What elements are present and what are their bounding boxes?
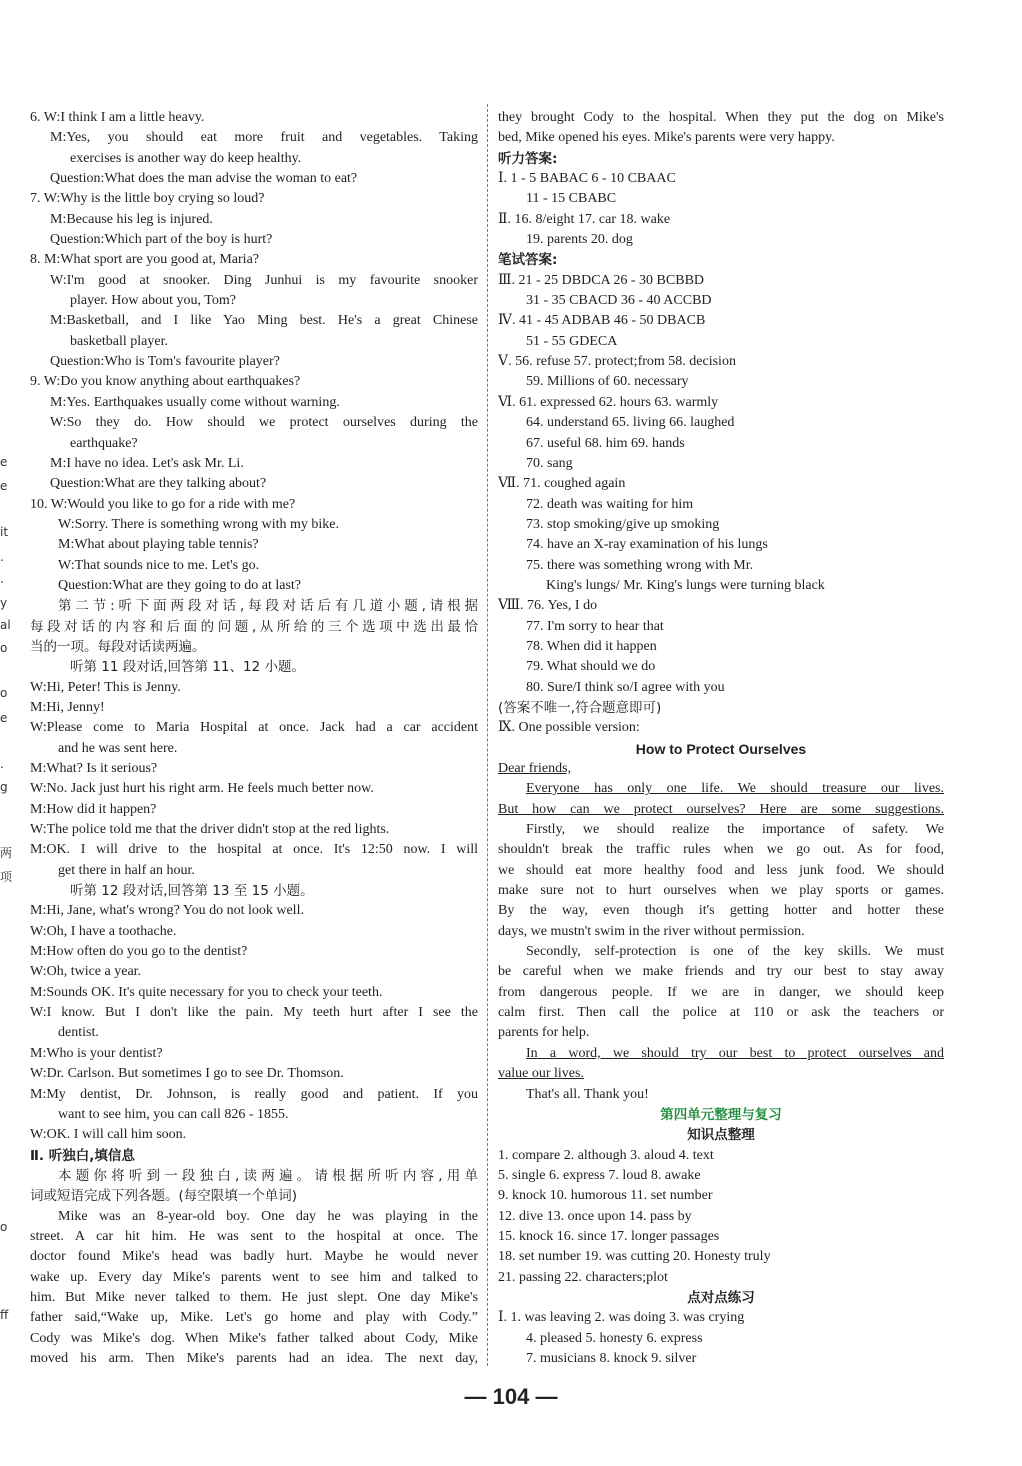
edge-fragment: . xyxy=(0,757,4,771)
right-text-line: In a word, we should try our best to protect ourselves and xyxy=(526,1045,944,1061)
edge-fragment: g xyxy=(0,780,8,794)
right-text-line: By the way, even though it's getting hotter and hotter these xyxy=(498,903,944,919)
right-column xyxy=(498,108,944,1369)
right-text-line: 75. there was something wrong with Mr. xyxy=(526,557,754,573)
right-text-line: 笔试答案: xyxy=(498,252,558,269)
right-text-line: Ⅱ. 16. 8/eight 17. car 18. wake xyxy=(498,211,671,227)
right-text-line: Ⅰ. 1. was leaving 2. was doing 3. was crying xyxy=(498,1310,745,1326)
left-text-line: W:So they do. How should we protect ourselves during the xyxy=(50,415,478,431)
left-text-line: M:I have no idea. Let's ask Mr. Li. xyxy=(50,455,244,471)
right-text-line: 80. Sure/I think so/I agree with you xyxy=(526,679,725,695)
right-text-line: 64. understand 65. living 66. laughed xyxy=(526,415,735,431)
edge-fragment: y xyxy=(0,596,8,610)
right-text-line: 第四单元整理与复习 xyxy=(660,1106,782,1123)
right-text-line: Ⅵ. 61. expressed 62. hours 63. warmly xyxy=(498,394,719,410)
right-text-line: Ⅳ. 41 - 45 ADBAB 46 - 50 DBACB xyxy=(498,313,706,329)
left-text-line: Question:What does the man advise the woman to eat? xyxy=(50,171,358,187)
right-text-line: Dear friends, xyxy=(498,761,572,776)
left-text-line: doctor found Mike's head was badly hurt. Maybe he would never xyxy=(30,1249,478,1265)
right-text-line: 78. When did it happen xyxy=(526,638,657,654)
edge-fragment: al xyxy=(0,618,11,632)
left-text-line: W:I'm good at snooker. Ding Junhui is my favourite snooker xyxy=(50,272,478,288)
left-column xyxy=(30,108,478,1369)
left-text-line: Cody was Mike's dog. When Mike's father talked about Cody, Mike xyxy=(30,1330,478,1346)
right-text-line: days, we mustn't swim in the river without permission. xyxy=(498,923,805,939)
right-text-line: we should eat more healthy food and less junk food. We should xyxy=(498,862,944,878)
left-text-line: M:My dentist, Dr. Johnson, is really good and patient. If you xyxy=(30,1086,478,1102)
left-text-line: Question:Which part of the boy is hurt? xyxy=(50,232,273,248)
right-text-line: 74. have an X-ray examination of his lungs xyxy=(526,537,768,553)
left-text-line: him. But Mike never talked to them. He just slept. One day Mike's xyxy=(30,1289,478,1305)
left-text-line: M:How did it happen? xyxy=(30,801,157,817)
right-text-line: 18. set number 19. was cutting 20. Honesty truly xyxy=(498,1249,771,1265)
left-text-line: W:No. Jack just hurt his right arm. He feels much better now. xyxy=(30,781,374,797)
right-text-line: Ⅲ. 21 - 25 DBDCA 26 - 30 BCBBD xyxy=(498,272,705,288)
right-text-line: 77. I'm sorry to hear that xyxy=(526,618,664,634)
left-text-line: W:Dr. Carlson. But sometimes I go to see Dr. Thomson. xyxy=(30,1066,344,1082)
left-text-line: want to see him, you can call 826 - 1855. xyxy=(58,1106,289,1122)
left-text-line: Question:What are they going to do at last? xyxy=(58,577,301,593)
right-text-line: 听力答案: xyxy=(498,150,558,167)
left-text-line: 本题你将听到一段独白,读两遍。请根据所听内容,用单 xyxy=(58,1167,478,1184)
right-text-line: 67. useful 68. him 69. hands xyxy=(526,435,685,451)
left-text-line: street. A car hit him. He was sent to the hospital at once. The xyxy=(30,1228,478,1244)
left-text-line: W:Oh, twice a year. xyxy=(30,964,142,980)
left-text-line: M:Basketball, and I like Yao Ming best. He's a great Chinese xyxy=(50,313,478,329)
left-text-line: wake up. Every day Mike's parents went to see him and talked to xyxy=(30,1269,478,1285)
column-divider xyxy=(487,104,488,1366)
right-text-line: 72. death was waiting for him xyxy=(526,496,694,512)
page-number: — 104 — xyxy=(464,1384,558,1409)
left-text-line: moved his arm. Then Mike's parents had an idea. The next day, xyxy=(30,1350,478,1366)
left-text-line: W:Sorry. There is something wrong with my bike. xyxy=(58,516,339,532)
left-text-line: player. How about you, Tom? xyxy=(70,293,236,309)
edge-fragment: 项 xyxy=(0,870,13,884)
left-text-line: and he was sent here. xyxy=(58,740,178,756)
left-text-line: M:What about playing table tennis? xyxy=(58,537,259,553)
right-text-line: make sure not to hurt ourselves when we play sports or games. xyxy=(498,883,944,899)
right-text-line: bed, Mike opened his eyes. Mike's parents were very happy. xyxy=(498,130,835,146)
right-text-line: be careful when we make friends and try our best to stay away xyxy=(498,964,944,980)
right-text-line: 7. musicians 8. knock 9. silver xyxy=(526,1350,697,1366)
left-text-line: W:I know. But I don't like the pain. My teeth hurt after I see the xyxy=(30,1005,478,1021)
left-text-line: M:OK. I will drive to the hospital at once. It's 12:50 now. I will xyxy=(30,842,478,858)
right-text-line: 11 - 15 CBABC xyxy=(526,191,617,207)
left-text-line: Question:Who is Tom's favourite player? xyxy=(50,354,280,370)
left-text-line: 第二节:听下面两段对话,每段对话后有几道小题,请根据 xyxy=(58,598,478,615)
left-text-line: W:Oh, I have a toothache. xyxy=(30,923,177,939)
edge-fragment: o xyxy=(0,1220,8,1234)
left-text-line: 听第 12 段对话,回答第 13 至 15 小题。 xyxy=(70,883,314,900)
right-text-line: 12. dive 13. once upon 14. pass by xyxy=(498,1208,692,1224)
edge-fragment: 两 xyxy=(0,846,13,860)
right-text-line: Ⅴ. 56. refuse 57. protect;from 58. decision xyxy=(498,354,736,370)
edge-fragment: e xyxy=(0,455,8,469)
edge-fragment: it xyxy=(0,525,9,539)
left-text-line: M:Who is your dentist? xyxy=(30,1045,163,1061)
right-text-line: 79. What should we do xyxy=(526,659,656,675)
left-text-line: W:OK. I will call him soon. xyxy=(30,1127,187,1143)
right-text-line: Ⅸ. One possible version: xyxy=(498,720,640,736)
right-text-line: shouldn't break the traffic rules when we go out. As for food, xyxy=(498,842,944,858)
left-text-line: Question:What are they talking about? xyxy=(50,476,267,492)
right-text-line: But how can we protect ourselves? Here are some suggestions. xyxy=(498,801,944,817)
right-text-line: 59. Millions of 60. necessary xyxy=(526,374,689,390)
edge-fragment: o xyxy=(0,686,8,700)
edge-fragment: ff xyxy=(0,1308,9,1322)
left-text-line: 8. M:What sport are you good at, Maria? xyxy=(30,252,259,268)
right-text-line: 点对点练习 xyxy=(687,1289,755,1306)
left-text-line: W:Please come to Maria Hospital at once. Jack had a car accident xyxy=(30,720,478,736)
right-text-line: 1. compare 2. although 3. aloud 4. text xyxy=(498,1147,714,1163)
left-text-line: 每段对话的内容和后面的问题,从所给的三个选项中选出最恰 xyxy=(30,618,478,635)
left-text-line: exercises is another way do keep healthy. xyxy=(70,150,302,166)
edge-fragment: . xyxy=(0,550,4,564)
left-text-line: 6. W:I think I am a little heavy. xyxy=(30,110,205,125)
left-text-line: basketball player. xyxy=(70,333,168,349)
left-text-line: W:The police told me that the driver didn't stop at the red lights. xyxy=(30,822,390,838)
right-text-line: 70. sang xyxy=(526,455,573,471)
right-text-line: Firstly, we should realize the importance of safety. We xyxy=(526,822,944,838)
left-text-line: M:Hi, Jenny! xyxy=(30,699,105,715)
right-text-line: 31 - 35 CBACD 36 - 40 ACCBD xyxy=(526,293,712,309)
left-text-line: M:Yes. Earthquakes usually come without warning. xyxy=(50,394,340,410)
right-text-line: 知识点整理 xyxy=(687,1127,755,1144)
left-text-line: M:Yes, you should eat more fruit and vegetables. Taking xyxy=(50,130,478,146)
right-text-line: How to Protect Ourselves xyxy=(635,740,807,757)
left-text-line: Ⅱ. 听独白,填信息 xyxy=(30,1147,135,1164)
left-text-line: M:What? Is it serious? xyxy=(30,761,158,776)
left-text-line: M:Because his leg is injured. xyxy=(50,211,213,227)
right-text-line: 73. stop smoking/give up smoking xyxy=(526,516,720,532)
right-text-line: Ⅶ. 71. coughed again xyxy=(498,476,626,492)
left-text-line: earthquake? xyxy=(70,435,138,451)
right-text-line: 51 - 55 GDECA xyxy=(526,333,618,349)
right-text-line: value our lives. xyxy=(498,1066,584,1082)
edge-fragment: e xyxy=(0,711,8,725)
right-text-line: That's all. Thank you! xyxy=(526,1086,649,1102)
left-text-line: father said,“Wake up, Mike. Let's go home and play with Cody.” xyxy=(30,1310,478,1326)
right-text-line: (答案不唯一,符合题意即可) xyxy=(498,699,662,716)
right-text-line: 4. pleased 5. honesty 6. express xyxy=(526,1330,703,1346)
left-text-line: 听第 11 段对话,回答第 11、12 小题。 xyxy=(70,659,305,676)
left-text-line: W:That sounds nice to me. Let's go. xyxy=(58,557,260,573)
right-text-line: 5. single 6. express 7. loud 8. awake xyxy=(498,1167,701,1183)
left-text-line: 7. W:Why is the little boy crying so loud? xyxy=(30,191,265,207)
left-text-line: 9. W:Do you know anything about earthquakes? xyxy=(30,374,301,390)
left-text-line: get there in half an hour. xyxy=(58,862,195,878)
right-text-line: Ⅷ. 76. Yes, I do xyxy=(498,598,598,614)
right-text-line: calm first. Then call the police at 110 or ask the teachers or xyxy=(498,1005,944,1021)
left-text-line: M:Sounds OK. It's quite necessary for you to check your teeth. xyxy=(30,984,383,1000)
right-text-line: King's lungs/ Mr. King's lungs were turning black xyxy=(546,577,825,593)
left-text-line: M:Hi, Jane, what's wrong? You do not look well. xyxy=(30,903,304,919)
left-text-line: M:How often do you go to the dentist? xyxy=(30,944,248,960)
left-text-line: 10. W:Would you like to go for a ride with me? xyxy=(30,496,296,512)
right-text-line: Secondly, self-protection is one of the key skills. We must xyxy=(526,944,944,960)
right-text-line: 21. passing 22. characters;plot xyxy=(498,1269,668,1285)
right-text-line: Everyone has only one life. We should treasure our lives. xyxy=(526,781,944,797)
right-text-line: parents for help. xyxy=(498,1025,590,1041)
left-text-line: dentist. xyxy=(58,1025,99,1041)
edge-fragment: . xyxy=(0,572,4,586)
right-text-line: 15. knock 16. since 17. longer passages xyxy=(498,1228,720,1244)
right-text-line: 9. knock 10. humorous 11. set number xyxy=(498,1188,713,1204)
edge-fragment: e xyxy=(0,479,8,493)
right-text-line: they brought Cody to the hospital. When they put the dog on Mike's xyxy=(498,110,944,125)
left-text-line: 当的一项。每段对话读两遍。 xyxy=(30,638,206,655)
right-text-line: 19. parents 20. dog xyxy=(526,232,633,248)
left-text-line: W:Hi, Peter! This is Jenny. xyxy=(30,679,181,695)
right-text-line: Ⅰ. 1 - 5 BABAC 6 - 10 CBAAC xyxy=(498,171,676,187)
right-text-line: from dangerous people. If we are in danger, we should keep xyxy=(498,984,944,1000)
edge-fragment: o xyxy=(0,641,8,655)
left-text-line: 词或短语完成下列各题。(每空限填一个单词) xyxy=(30,1188,298,1205)
left-text-line: Mike was an 8-year-old boy. One day he was playing in the xyxy=(58,1208,478,1224)
